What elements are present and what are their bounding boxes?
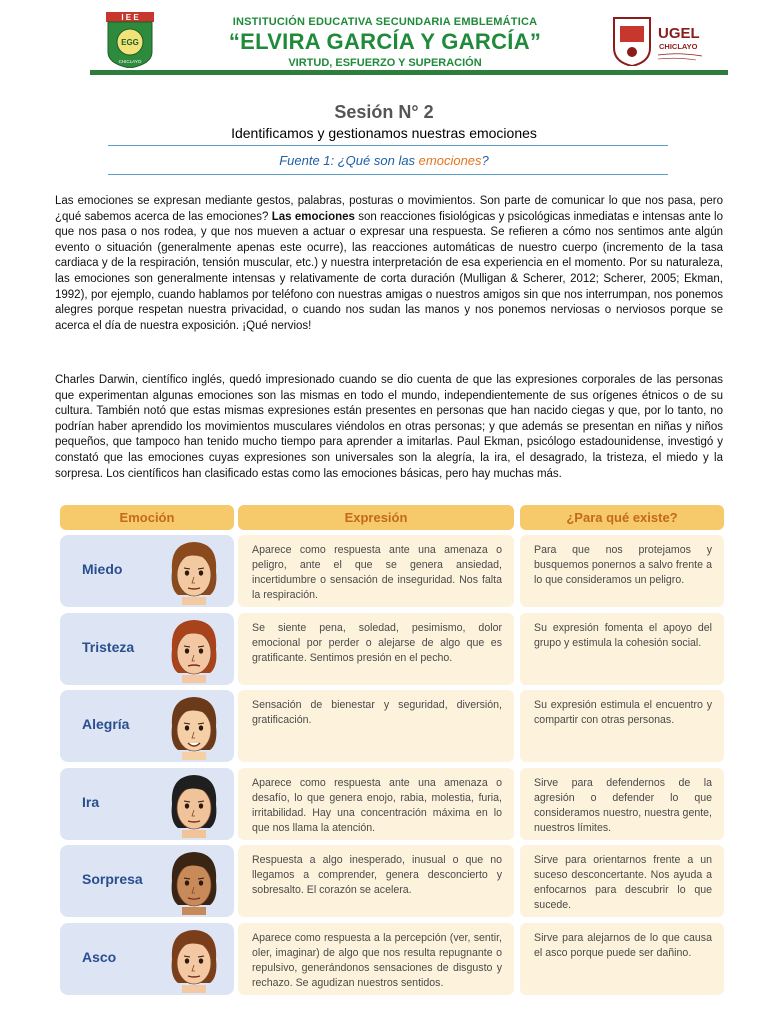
purpose-cell: [520, 535, 724, 607]
header-emotion: Emoción: [60, 505, 234, 530]
expression-text: Respuesta a algo inesperado, inusual o que no llegamos a comprender, genera desconcierto y sobresalto. El corazón se acelera.: [252, 854, 502, 896]
purpose-cell: [520, 613, 724, 685]
crest-top-text: I E E: [121, 13, 139, 22]
school-crest-logo: [106, 12, 154, 68]
institution-type: INSTITUCIÓN EDUCATIVA SECUNDARIA EMBLEMÁTICA: [232, 16, 538, 28]
purpose-text: Sirve para orientarnos frente a un suceso desconcertante. Nos ayuda a enfocarnos para descubrir lo que sucede.: [534, 854, 712, 911]
intro-bold-term: Las emociones: [271, 210, 355, 223]
chiclayo-text: CHICLAYO: [659, 42, 698, 51]
purpose-text: Para que nos protejamos y busquemos ponernos a salvo frente a lo que consideramos un peligro.: [534, 544, 712, 586]
source-heading: [0, 153, 768, 168]
purpose-cell: [520, 768, 724, 840]
emotion-cell: [60, 535, 234, 607]
intro-text-b: son reacciones fisiológicas y psicológicas inmediatas e intensas ante lo que nos pasa o nos rodea, y que nos mueven a actuar o expresar una respuesta. Se refieren a cómo nos sentimos ante algún evento o situación (generalmente apenas este ocurre), las reacciones automáticas de nuestro cuerpo (incremento de la tasa cardiaca y de la respiración, tensión muscular, etc.) y nuestra interpretación de esa experiencia en el momento. Por su naturaleza, las emociones son generalmente intensas y relativamente de corta duración (Mulligan & Scherer, 2012; Scherer, 2005; Ekman, 1992), por ejemplo, cuando hablamos por teléfono con nuestras amigas o nuestros amigos sin que nos interrumpan, nos ponemos alegres porque respetan nuestra privacidad, o cuando nos sudan las manos y nos ponemos nerviosas o nerviosos porque se acerca el día de nuestra exposición. ¡Qué nervios!: [55, 210, 723, 332]
emotion-label: Ira: [82, 793, 100, 810]
purpose-cell: [520, 923, 724, 995]
purpose-text: Su expresión fomenta el apoyo del grupo y estimula la cohesión social.: [534, 621, 712, 649]
emotion-face-illustration: [160, 537, 228, 605]
table-row: [60, 535, 724, 607]
emotions-table: [60, 505, 724, 995]
emotion-cell: [60, 690, 234, 762]
emotion-cell: [60, 845, 234, 917]
expression-text: Aparece como respuesta a la percepción (ver, sentir, oler, imaginar) de algo que nos resulta repugnante o repulsivo, generándonos sensaciones de disgusto y rechazo. Se agudizan nuestros sentidos.: [252, 931, 502, 989]
table-row: [60, 690, 724, 762]
header-expression: Expresión: [238, 505, 514, 530]
expression-cell: [238, 690, 514, 762]
session-subtitle: Identificamos y gestionamos nuestras emociones: [231, 125, 537, 141]
emotion-label: Alegría: [82, 716, 130, 732]
emotion-cell: [60, 923, 234, 995]
institution-name-block: [160, 16, 610, 69]
session-title-block: [0, 102, 768, 141]
source-heading-highlight: emociones: [418, 153, 482, 168]
emotion-face-illustration: [160, 925, 228, 993]
expression-cell: [238, 845, 514, 917]
darwin-paragraph: Charles Darwin, científico inglés, quedó impresionado cuando se dio cuenta de que las expresiones corporales de las personas que experimentan algunas emociones son las mismas en todo el mundo, independientemente de sus orígenes étnicos o de su cultura. También notó que estas mismas expresiones están presentes en personas que han nacido ciegas y que, por lo tanto, no podrían haber aprendido los movimientos musculares viéndolos en otras personas; y que además se presentan en niñas y niños pequeños, que tampoco han tenido mucho tiempo para aprender a imitarlas. Paul Ekman, psicólogo estadounidense, investigó y constató que las emociones cuyas expresiones son universales son la alegría, la ira, el desagrado, la tristeza, el miedo y la sorpresa. Los científicos han clasificado estas como las emociones básicas, pero hay muchas más.: [55, 374, 723, 480]
session-number: Sesión N° 2: [334, 102, 434, 122]
table-row: [60, 768, 724, 840]
purpose-cell: [520, 690, 724, 762]
crest-bottom-text: CHICLAYO: [118, 59, 142, 64]
expression-cell: [238, 613, 514, 685]
expression-cell: [238, 923, 514, 995]
table-row: [60, 923, 724, 995]
purpose-text: Sirve para defendernos de la agresión o defender lo que consideramos nuestro, nuestra gente, nuestros límites.: [534, 776, 712, 834]
source-heading-suffix: ?: [481, 153, 489, 168]
emotion-label: Sorpresa: [82, 871, 143, 887]
expression-text: Aparece como respuesta ante una amenaza o peligro, ante el que se genera ansiedad, incertidumbre o sensación de inseguridad. Nos falta la respiración.: [252, 544, 502, 601]
title-divider-bottom: [108, 174, 668, 175]
ugel-chiclayo-logo: [610, 14, 710, 66]
header-purpose: ¿Para qué existe?: [520, 505, 724, 530]
title-divider-top: [108, 145, 668, 146]
emotion-face-illustration: [160, 692, 228, 760]
ugel-text: UGEL: [658, 25, 700, 42]
purpose-text: Sirve para alejarnos de lo que causa el asco porque puede ser dañino.: [534, 931, 712, 959]
expression-text: Se siente pena, soledad, pesimismo, dolor emocional por perder o alejarse de algo que es gratificante. Sentimos presión en el pecho.: [252, 621, 502, 664]
crest-center-text: EGG: [121, 38, 139, 47]
table-row: [60, 613, 724, 685]
purpose-cell: [520, 845, 724, 917]
emotion-label: Miedo: [82, 561, 123, 577]
emotion-face-illustration: [160, 615, 228, 683]
intro-paragraph: [55, 194, 723, 334]
expression-cell: [238, 535, 514, 607]
purpose-text: Su expresión estimula el encuentro y compartir con otras personas.: [534, 699, 712, 726]
emotion-label: Asco: [82, 948, 117, 965]
emotion-cell: [60, 613, 234, 685]
emotion-cell: [60, 768, 234, 840]
institution-name: “ELVIRA GARCÍA Y GARCÍA”: [228, 29, 542, 54]
expression-text: Sensación de bienestar y seguridad, diversión, gratificación.: [252, 699, 502, 726]
institution-motto: VIRTUD, ESFUERZO Y SUPERACIÓN: [288, 57, 482, 69]
emotion-face-illustration: [160, 847, 228, 915]
expression-cell: [238, 768, 514, 840]
intro-text-a: Las emociones se expresan mediante gestos, palabras, posturas o movimientos. Son parte de comunicar lo que nos pasa, pero ¿qué sabemos acerca de las emociones?: [55, 195, 723, 223]
table-row: [60, 845, 724, 917]
emotion-label: Tristeza: [82, 638, 135, 655]
header-divider: [90, 70, 728, 75]
source-heading-prefix: Fuente 1: ¿Qué son las: [279, 153, 419, 168]
expression-text: Aparece como respuesta ante una amenaza o desafío, lo que genera enojo, rabia, molestia, furia, irritabilidad. Hay una concentración máxima en lo que nos llama la atención.: [252, 776, 502, 834]
emotion-face-illustration: [160, 770, 228, 838]
page-header: [0, 0, 768, 80]
